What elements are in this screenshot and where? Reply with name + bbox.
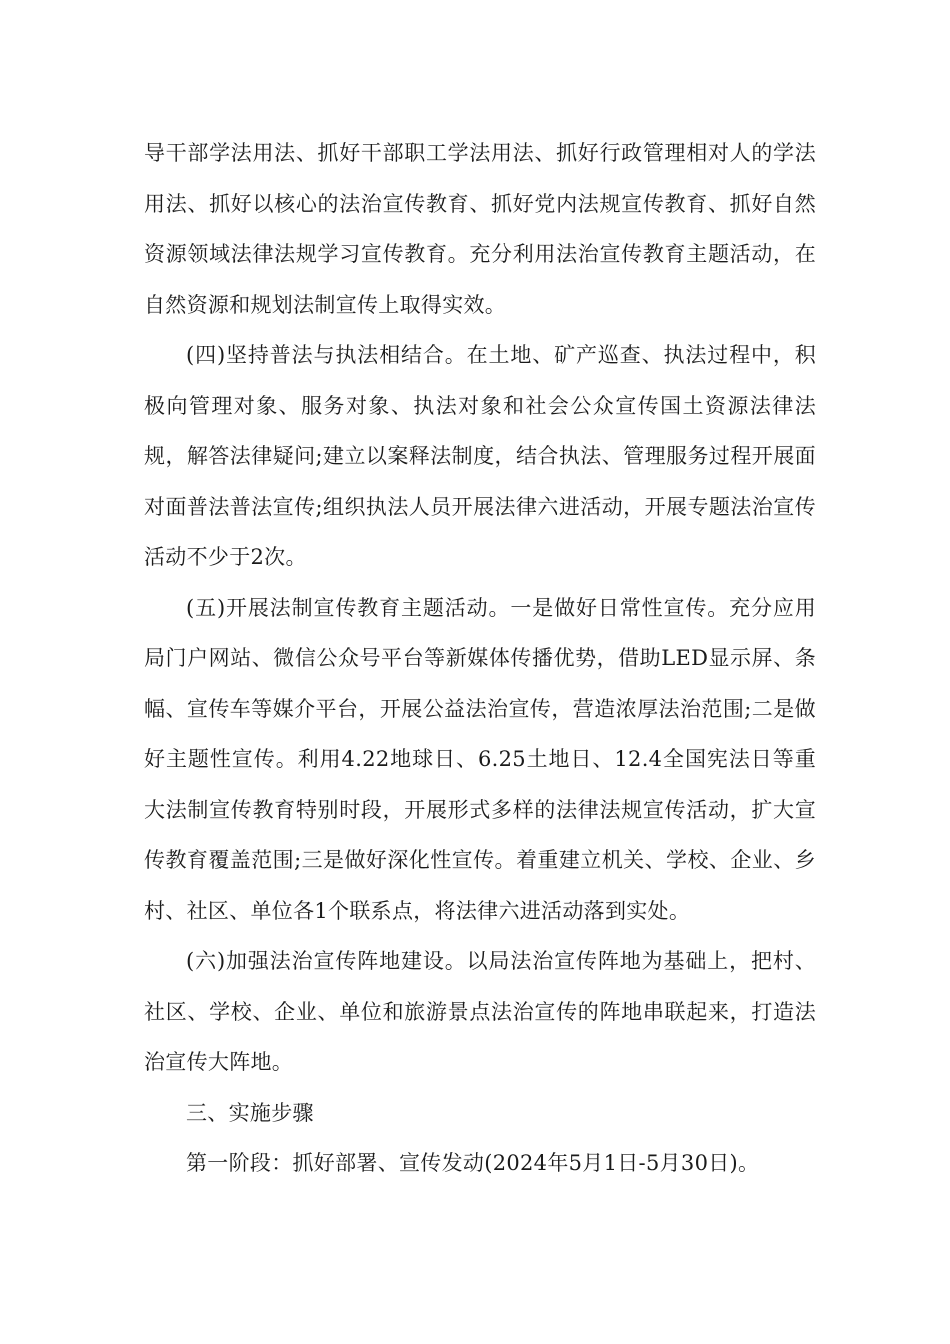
paragraph-section-4-law-enforcement: (四)坚持普法与执法相结合。在土地、矿产巡查、执法过程中，积极向管理对象、服务对象、执法对象和社会公众宣传国土资源法律法规，解答法律疑问;建立以案释法制度，结合执法、管理服务过程开展面对面普法普法宣传;组织执法人员开展法律六进活动，开展专题法治宣传活动不少于2次。 xyxy=(144,343,816,569)
paragraph-leadership-law-study: 导干部学法用法、抓好干部职工学法用法、抓好行政管理相对人的学法用法、抓好以核心的法治宣传教育、抓好党内法规宣传教育、抓好自然资源领域法律法规学习宣传教育。充分利用法治宣传教育主题活动，在自然资源和规划法制宣传上取得实效。 xyxy=(144,141,816,317)
document-body xyxy=(144,128,816,1189)
paragraph-section-6-publicity-base: (六)加强法治宣传阵地建设。以局法治宣传阵地为基础上，把村、社区、学校、企业、单位和旅游景点法治宣传的阵地串联起来，打造法治宣传大阵地。 xyxy=(144,949,816,1074)
paragraph-phase-one: 第一阶段：抓好部署、宣传发动(2024年5月1日-5月30日)。 xyxy=(186,1151,760,1175)
section-heading-implementation-steps: 三、实施步骤 xyxy=(186,1100,314,1125)
paragraph-section-5-publicity-activities: (五)开展法制宣传教育主题活动。一是做好日常性宣传。充分应用局门户网站、微信公众号平台等新媒体传播优势，借助LED显示屏、条幅、宣传车等媒介平台，开展公益法治宣传，营造浓厚法治范围;二是做好主题性宣传。利用4.22地球日、6.25土地日、12.4全国宪法日等重大法制宣传教育特别时段，开展形式多样的法律法规宣传活动，扩大宣传教育覆盖范围;三是做好深化性宣传。着重建立机关、学校、企业、乡村、社区、单位各1个联系点，将法律六进活动落到实处。 xyxy=(144,595,816,923)
